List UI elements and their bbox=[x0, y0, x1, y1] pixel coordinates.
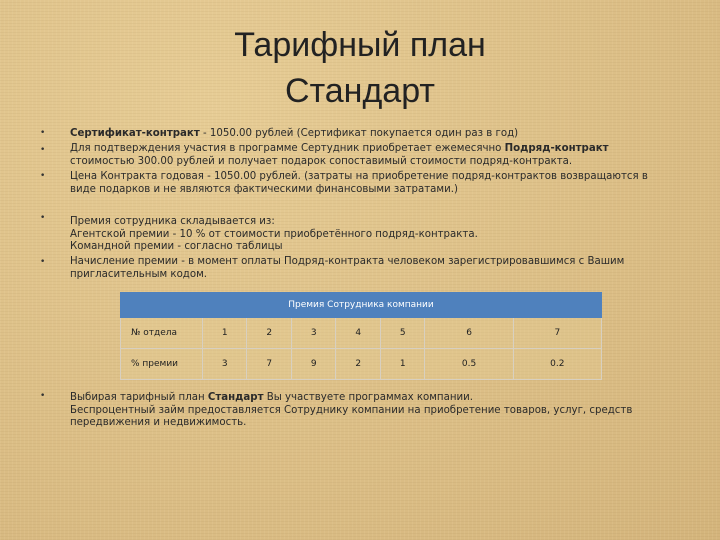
annual-price-text bbox=[70, 171, 670, 196]
bonus-accrual-line-2: пригласительным кодом. bbox=[70, 268, 208, 280]
table-row bbox=[121, 318, 602, 349]
table-cell: 7 bbox=[513, 318, 601, 349]
slide-title bbox=[0, 22, 720, 114]
monthly-contract-text bbox=[70, 143, 670, 168]
bonus-accrual-line-1: Начисление премии - в момент оплаты Подряд-контракта человеком зарегистрировавшимся с Вашим bbox=[70, 256, 625, 267]
table-row bbox=[121, 349, 602, 380]
bullet-marker: • bbox=[40, 213, 46, 223]
standard-plan-text bbox=[70, 392, 670, 430]
standard-plan-name: Стандарт bbox=[207, 392, 264, 403]
bonus-table-header: Премия Сотрудника компании bbox=[121, 293, 602, 318]
certificate-contract-text bbox=[70, 128, 670, 141]
annual-price-line-2: виде подарков и не являются фактическими финансовыми затратами.) bbox=[70, 183, 458, 195]
standard-plan-line-2: Беспроцентный займ предоставляется Сотруднику компании на приобретение товаров, услуг, средств bbox=[70, 404, 633, 416]
table-row-label: % премии bbox=[121, 349, 203, 380]
slide-title-line-2: Стандарт bbox=[285, 72, 435, 110]
standard-plan-pre: Выбирая тарифный план bbox=[70, 392, 208, 403]
bonus-accrual-text bbox=[70, 256, 670, 281]
bonus-composition-line-1: Премия сотрудника складывается из: bbox=[70, 216, 275, 227]
bullet-marker: • bbox=[40, 128, 46, 138]
table-cell: 5 bbox=[380, 318, 424, 349]
table-cell: 1 bbox=[203, 318, 247, 349]
table-row-label: № отдела bbox=[121, 318, 203, 349]
bonus-composition-line-3: Командной премии - согласно таблицы bbox=[70, 241, 283, 252]
certificate-contract-term: Сертификат-контракт bbox=[70, 128, 200, 139]
standard-plan-post: Вы участвуете программах компании. bbox=[263, 392, 473, 403]
table-cell: 6 bbox=[425, 318, 513, 349]
table-cell: 2 bbox=[336, 349, 380, 380]
standard-plan-line-3: передвижения и недвижимость. bbox=[70, 417, 247, 428]
table-cell: 7 bbox=[247, 349, 291, 380]
monthly-contract-desc: Для подтверждения участия в программе Сертудник приобретает ежемесячно bbox=[70, 143, 505, 154]
bonus-table bbox=[120, 292, 602, 380]
table-cell: 9 bbox=[291, 349, 335, 380]
bullet-marker: • bbox=[40, 171, 46, 181]
annual-price-line-1: Цена Контракта годовая - 1050.00 рублей. (затраты на приобретение подряд-контрактов возвращаются в bbox=[70, 171, 648, 182]
table-cell: 0.2 bbox=[513, 349, 601, 380]
certificate-contract-desc: - 1050.00 рублей (Сертификат покупается один раз в год) bbox=[199, 128, 519, 139]
table-cell: 0.5 bbox=[425, 349, 513, 380]
slide-title-line-1: Тарифный план bbox=[234, 26, 486, 64]
table-cell: 4 bbox=[336, 318, 380, 349]
table-cell: 2 bbox=[247, 318, 291, 349]
bonus-composition-text bbox=[70, 216, 670, 254]
monthly-contract-term: Подряд-контракт bbox=[504, 143, 609, 154]
table-cell: 3 bbox=[203, 349, 247, 380]
bullet-marker: • bbox=[40, 391, 46, 401]
table-cell: 3 bbox=[291, 318, 335, 349]
bullet-marker: • bbox=[40, 257, 46, 267]
monthly-contract-cost: стоимостью 300.00 рублей и получает подарок сопоставимый стоимости подряд-контракта. bbox=[70, 155, 573, 167]
bullet-marker: • bbox=[40, 145, 46, 155]
table-cell: 1 bbox=[380, 349, 424, 380]
bonus-composition-line-2: Агентской премии - 10 % от стоимости приобретённого подряд-контракта. bbox=[70, 228, 478, 240]
